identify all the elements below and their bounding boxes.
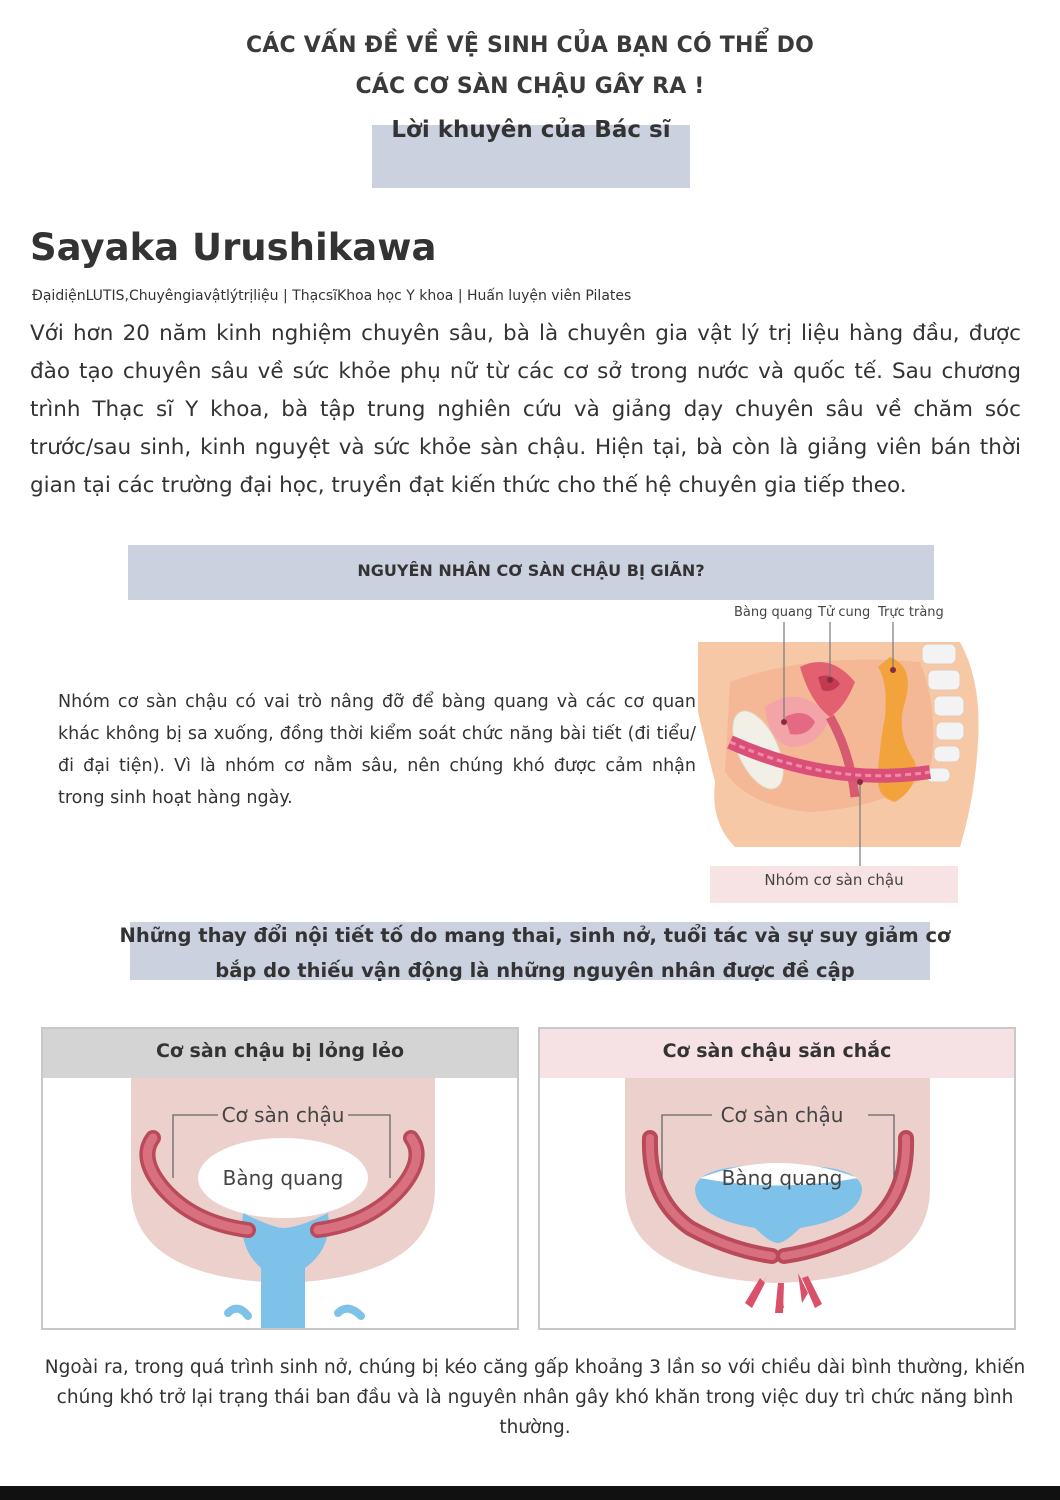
hormone-note: Những thay đổi nội tiết tố do mang thai, sinh nở, tuổi tác và sự suy giảm cơ bắp do thiếu vận động là những nguyên nhân được đề cập bbox=[119, 924, 951, 982]
label-rectum: Trực tràng bbox=[878, 605, 944, 620]
label-bladder: Bàng quang bbox=[734, 605, 813, 620]
cause-body-text: Nhóm cơ sàn chậu có vai trò nâng đỡ để bàng quang và các cơ quan khác không bị sa xuống, đồng thời kiểm soát chức năng bài tiết (đi tiểu/đi đại tiện). Vì là nhóm cơ nằm sâu, nên chúng khó được cảm nhận trong sinh hoạt hàng ngày. bbox=[58, 692, 696, 808]
label-uterus: Tử cung bbox=[818, 605, 871, 620]
author-bio: Với hơn 20 năm kinh nghiệm chuyên sâu, bà là chuyên gia vật lý trị liệu hàng đầu, được đào tạo chuyên sâu về sức khỏe phụ nữ từ các cơ sở trong nước và quốc tế. Sau chương trình Thạc sĩ Y khoa, bà tập trung nghiên cứu và giảng dạy chuyên sâu về chăm sóc trước/sau sinh, kinh nguyệt và sức khỏe sàn chậu. Hiện tại, bà còn là giảng viên bán thời gian tại các trường đại học, truyền đạt kiến thức cho thế hệ chuyên gia tiếp theo. bbox=[30, 321, 1021, 498]
firm-muscle-label: Cơ sàn chậu bbox=[720, 1103, 844, 1127]
bottom-bar bbox=[0, 1486, 1060, 1500]
panel-firm-title: Cơ sàn chậu săn chắc bbox=[662, 1040, 892, 1062]
firm-pelvic-illustration bbox=[540, 1078, 1014, 1328]
panel-firm-header bbox=[540, 1029, 1014, 1078]
cause-heading: NGUYÊN NHÂN CƠ SÀN CHẬU BỊ GIÃN? bbox=[357, 561, 705, 580]
label-pelvic-floor: Nhóm cơ sàn chậu bbox=[764, 871, 904, 889]
author-name: Sayaka Urushikawa bbox=[30, 226, 437, 269]
panel-loose-pelvic-floor bbox=[41, 1027, 519, 1330]
panel-loose-header bbox=[43, 1029, 517, 1078]
loose-muscle-label: Cơ sàn chậu bbox=[221, 1103, 345, 1127]
page-title-line-2: CÁC CƠ SÀN CHẬU GÂY RA ! bbox=[355, 74, 705, 99]
panel-firm-pelvic-floor bbox=[538, 1027, 1016, 1330]
loose-bladder-label: Bàng quang bbox=[222, 1166, 344, 1190]
author-credentials: ĐạidiệnLUTIS,Chuyêngiavậtlýtrịliệu | ThạcsĩKhoa học Y khoa | Huấn luyện viên Pilates bbox=[32, 288, 632, 304]
advice-heading: Lời khuyên của Bác sĩ bbox=[391, 117, 671, 143]
loose-pelvic-illustration bbox=[43, 1078, 517, 1328]
panel-loose-title: Cơ sàn chậu bị lỏng lẻo bbox=[155, 1040, 405, 1062]
page-title-line-1: CÁC VẤN ĐỀ VỀ VỆ SINH CỦA BẠN CÓ THỂ DO bbox=[245, 33, 815, 58]
pelvic-anatomy-illustration bbox=[690, 622, 990, 868]
firm-bladder-label: Bàng quang bbox=[721, 1166, 843, 1190]
footer-note: Ngoài ra, trong quá trình sinh nở, chúng bị kéo căng gấp khoảng 3 lần so với chiều dài bình thường, khiến chúng khó trở lại trạng thái ban đầu và là nguyên nhân gây khó khăn trong việc duy trì chức năng bình thường. bbox=[44, 1357, 1026, 1438]
